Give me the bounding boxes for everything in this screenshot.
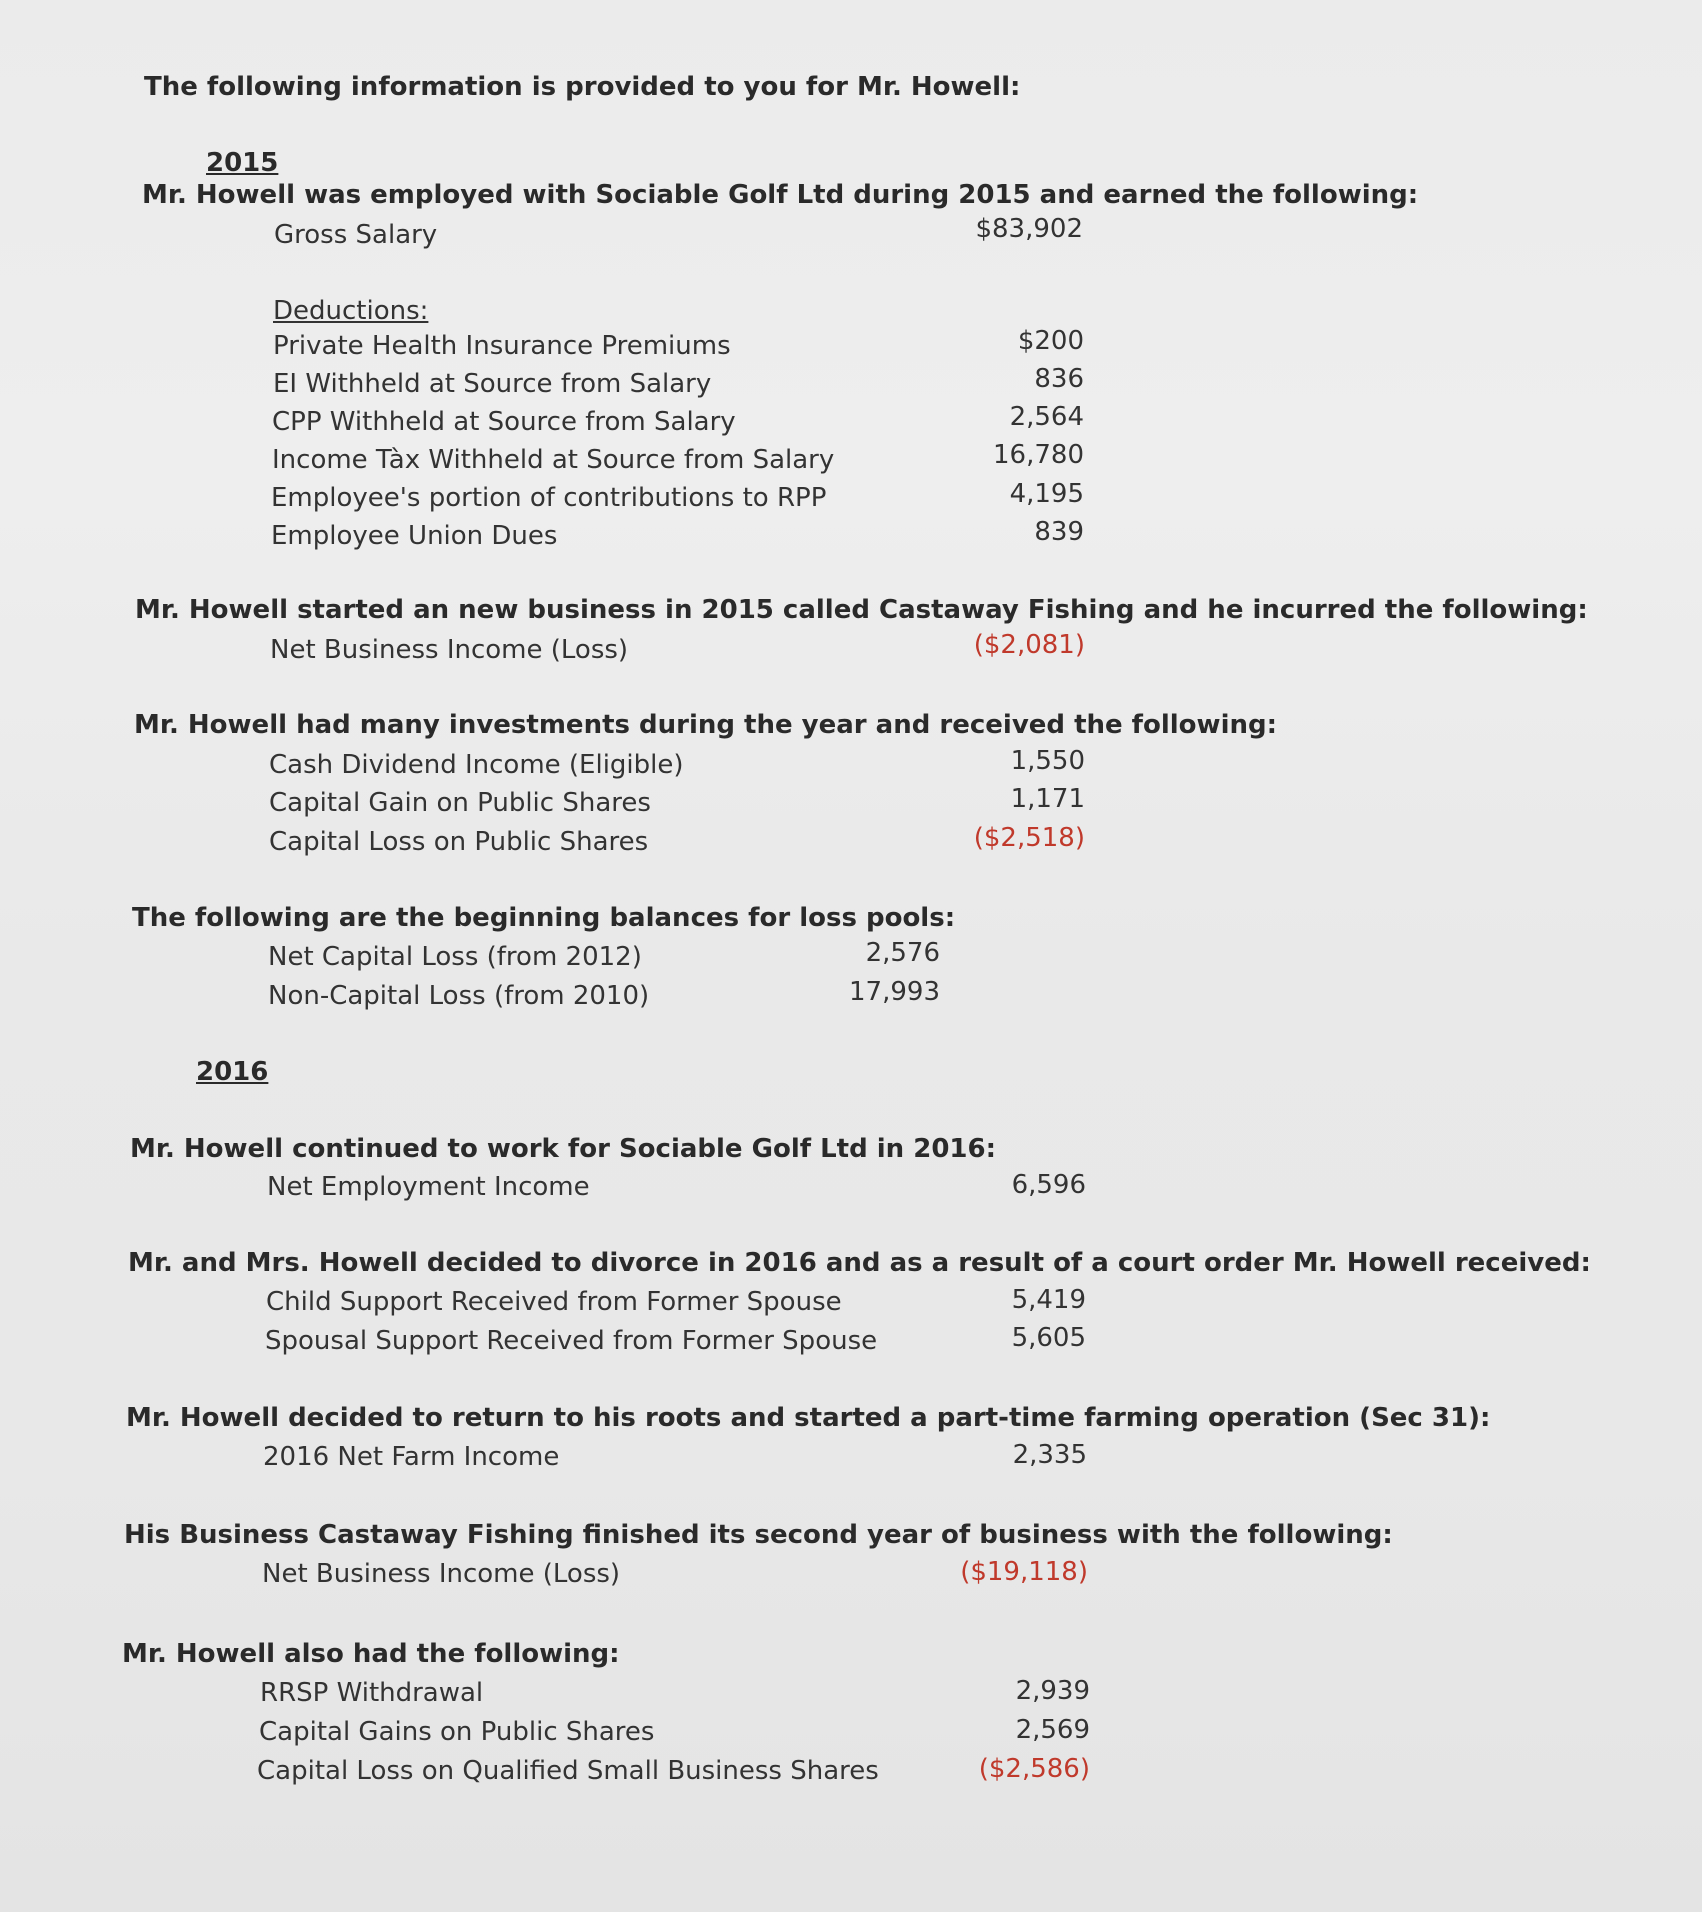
other-label: Capital Loss on Qualified Small Business Shares <box>257 1756 879 1786</box>
other-value: 2,569 <box>1015 1715 1090 1745</box>
support-label: Child Support Received from Former Spouse <box>266 1287 842 1317</box>
business-2016-label: Net Business Income (Loss) <box>262 1559 621 1589</box>
deduction-value: 16,780 <box>993 440 1084 470</box>
investment-label: Capital Loss on Public Shares <box>269 827 649 857</box>
support-label: Spousal Support Received from Former Spouse <box>265 1326 878 1356</box>
other-label: RRSP Withdrawal <box>260 1678 484 1708</box>
investment-value: ($2,518) <box>973 823 1085 853</box>
farming-2016-label: 2016 Net Farm Income <box>263 1442 560 1472</box>
investment-value: 1,171 <box>1010 784 1085 814</box>
investment-label: Cash Dividend Income (Eligible) <box>269 750 684 780</box>
business-2016-heading: His Business Castaway Fishing finished its second year of business with the following: <box>124 1520 1393 1550</box>
other-label: Capital Gains on Public Shares <box>259 1717 655 1747</box>
farming-2016-heading: Mr. Howell decided to return to his roots and started a part-time farming operation (Sec 31): <box>126 1403 1491 1433</box>
deduction-value: $200 <box>1017 326 1084 356</box>
deduction-label: Employee Union Dues <box>271 521 558 551</box>
gross-salary-label: Gross Salary <box>274 220 438 250</box>
year-2015-title: 2015 <box>206 148 279 178</box>
business-2016-value: ($19,118) <box>960 1557 1088 1587</box>
employment-2016-label: Net Employment Income <box>267 1172 590 1202</box>
deduction-value: 836 <box>1034 364 1084 394</box>
deductions-title: Deductions: <box>273 296 429 326</box>
investment-value: 1,550 <box>1010 746 1085 776</box>
deduction-label: Employee's portion of contributions to RPP <box>271 483 827 513</box>
employment-2016-heading: Mr. Howell continued to work for Sociable Golf Ltd in 2016: <box>130 1134 996 1164</box>
deduction-label: Income Tàx Withheld at Source from Salary <box>272 445 835 475</box>
deduction-label: Private Health Insurance Premiums <box>273 331 731 361</box>
business-2015-heading: Mr. Howell started an new business in 2015 called Castaway Fishing and he incurred the following: <box>135 595 1588 625</box>
support-value: 5,605 <box>1011 1323 1086 1353</box>
loss-pool-label: Non-Capital Loss (from 2010) <box>268 981 650 1011</box>
year-2016-title: 2016 <box>196 1057 269 1087</box>
other-value: ($2,586) <box>978 1754 1090 1784</box>
investment-label: Capital Gain on Public Shares <box>269 788 651 818</box>
investments-2015-heading: Mr. Howell had many investments during the year and received the following: <box>134 710 1277 740</box>
loss-pools-heading: The following are the beginning balances for loss pools: <box>132 903 956 933</box>
loss-pool-value: 17,993 <box>849 977 940 1007</box>
deduction-value: 4,195 <box>1009 479 1084 509</box>
other-2016-heading: Mr. Howell also had the following: <box>122 1639 620 1669</box>
deduction-value: 2,564 <box>1009 402 1084 432</box>
deduction-label: EI Withheld at Source from Salary <box>273 369 712 399</box>
intro-heading: The following information is provided to you for Mr. Howell: <box>144 72 1021 102</box>
employment-2016-value: 6,596 <box>1011 1170 1086 1200</box>
farming-2016-value: 2,335 <box>1012 1440 1087 1470</box>
other-value: 2,939 <box>1015 1676 1090 1706</box>
divorce-2016-heading: Mr. and Mrs. Howell decided to divorce in 2016 and as a result of a court order Mr. Howell received: <box>128 1248 1591 1278</box>
business-2015-value: ($2,081) <box>973 630 1085 660</box>
gross-salary-value: $83,902 <box>975 214 1083 244</box>
loss-pool-value: 2,576 <box>865 938 940 968</box>
employment-2015-heading: Mr. Howell was employed with Sociable Golf Ltd during 2015 and earned the following: <box>142 180 1419 210</box>
business-2015-label: Net Business Income (Loss) <box>270 635 629 665</box>
support-value: 5,419 <box>1011 1285 1086 1315</box>
deduction-label: CPP Withheld at Source from Salary <box>272 407 736 437</box>
deduction-value: 839 <box>1034 517 1084 547</box>
loss-pool-label: Net Capital Loss (from 2012) <box>268 942 642 972</box>
